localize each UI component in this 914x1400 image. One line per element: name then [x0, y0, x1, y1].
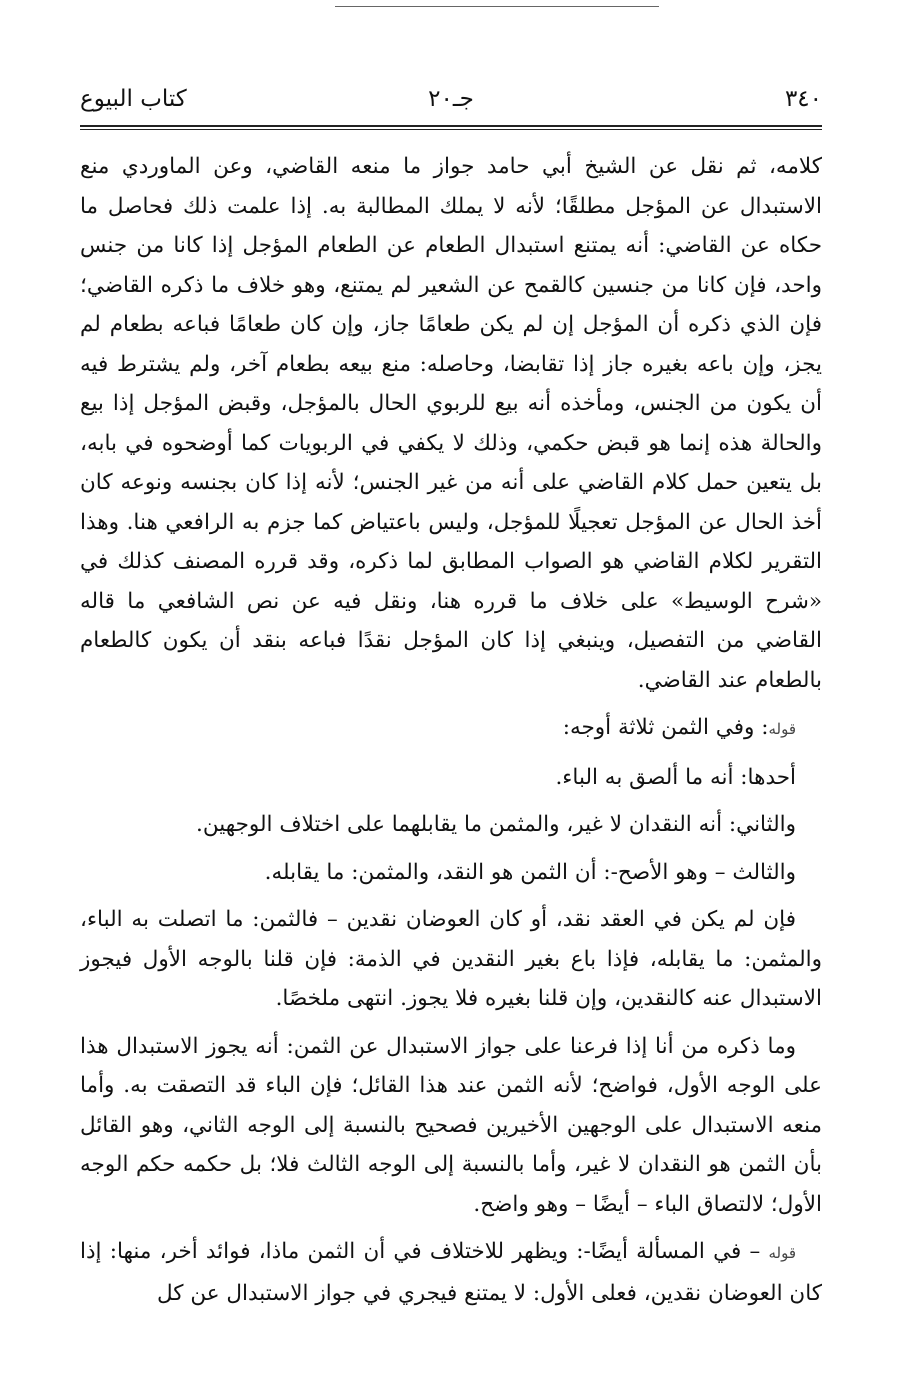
page-header: [80, 86, 822, 126]
paragraph-2: [80, 708, 822, 750]
header-rule-thick: [80, 125, 822, 127]
paragraph-4: والثاني: أنه النقدان لا غير، والمثمن ما يقابلهما على اختلاف الوجهين.: [196, 812, 796, 837]
book-title: كتاب البيوع: [80, 86, 187, 112]
page-number: ٣٤٠: [784, 86, 822, 112]
paragraph-1: كلامه، ثم نقل عن الشيخ أبي حامد جواز ما منعه القاضي، وعن الماوردي منع الاستبدال عن المؤجل مطلقًا؛ لأنه لا يملك المطالبة به. إذا علمت ذلك فحاصل ما حكاه عن القاضي: أنه يمتنع استبدال الطعام عن الطعام المؤجل إذا كانا من جنس واحد، فإن كانا من جنسين كالقمح عن الشعير لم يمتنع، وهو خلاف ما ذكره القاضي؛ فإن الذي ذكره أن المؤجل إن لم يكن طعامًا جاز، وإن كان طعامًا فباعه بطعام لم يجز، وإن باعه بغيره جاز إذا تقابضا، وحاصله: منع بيعه بطعام آخر، ولم يشترط فيه أن يكون من الجنس، ومأخذه أنه بيع للربوي الحال بالمؤجل، وقبض المؤجل إذا بيع والحالة هذه إنما هو قبض حكمي، وذلك لا يكفي في الربويات كما أوضحوه في بابه، بل يتعين حمل كلام القاضي على أنه من غير الجنس؛ لأنه إذا كان بجنسه ونوعه كان أخذ الحال عن المؤجل تعجيلًا للمؤجل، وليس باعتياض كما جزم به الرافعي هنا. وهذا التقرير لكلام القاضي هو الصواب المطابق لما ذكره، وقد قرره المصنف كذلك في «شرح الوسيط» على خلاف ما قرره هنا، ونقل فيه عن نص الشافعي ما قاله القاضي من التفصيل، وينبغي إذا كان المؤجل نقدًا فباعه بنقد أن يكون كالطعام بالطعام عند القاضي.: [80, 154, 822, 693]
paragraph-8: [80, 1232, 822, 1313]
top-rule: [335, 6, 659, 7]
paragraph-5: والثالث – وهو الأصح-: أن الثمن هو النقد، والمثمن: ما يقابله.: [264, 859, 796, 885]
header-rule-thin: [80, 129, 822, 130]
qawlu-label: قوله: [768, 720, 796, 738]
page-body: [80, 147, 822, 1360]
paragraph-7: وما ذكره من أنا إذا فرعنا على جواز الاستبدال عن الثمن: أنه يجوز الاستبدال هذا على الوجه الأول، فواضح؛ لأنه الثمن عند هذا القائل؛ فإن الباء قد التصقت به. وأما منعه الاستبدال على الوجهين الأخيرين فصحيح بالنسبة إلى الوجه الثاني، وهو القائل بأن الثمن هو النقدان لا غير، وأما بالنسبة إلى الوجه الثالث فلا؛ بل حكمه حكم الوجه الأول؛ لالتصاق الباء – أيضًا – وهو واضح.: [80, 1033, 822, 1217]
paragraph-2-text: : وفي الثمن ثلاثة أوجه:: [562, 715, 769, 740]
paragraph-3: أحدها: أنه ما ألصق به الباء.: [555, 764, 796, 790]
paragraph-8-text: – في المسألة أيضًا-: ويظهر للاختلاف في أن الثمن ماذا، فوائد أخر، منها: إذا كان العوضان نقدين، فعلى الأول: لا يمتنع فيجري في جواز الاستبدال عن كل: [80, 1239, 822, 1306]
volume-number: جـ٢٠: [428, 86, 474, 112]
qawlu-label: قوله: [768, 1244, 796, 1262]
paragraph-6: فإن لم يكن في العقد نقد، أو كان العوضان نقدين – فالثمن: ما اتصلت به الباء، والمثمن: ما يقابله، فإذا باع بغير النقدين في الذمة: فإن قلنا بالوجه الأول فيجوز الاستبدال عنه كالنقدين، وإن قلنا بغيره فلا يجوز. انتهى ملخصًا.: [80, 907, 822, 1011]
